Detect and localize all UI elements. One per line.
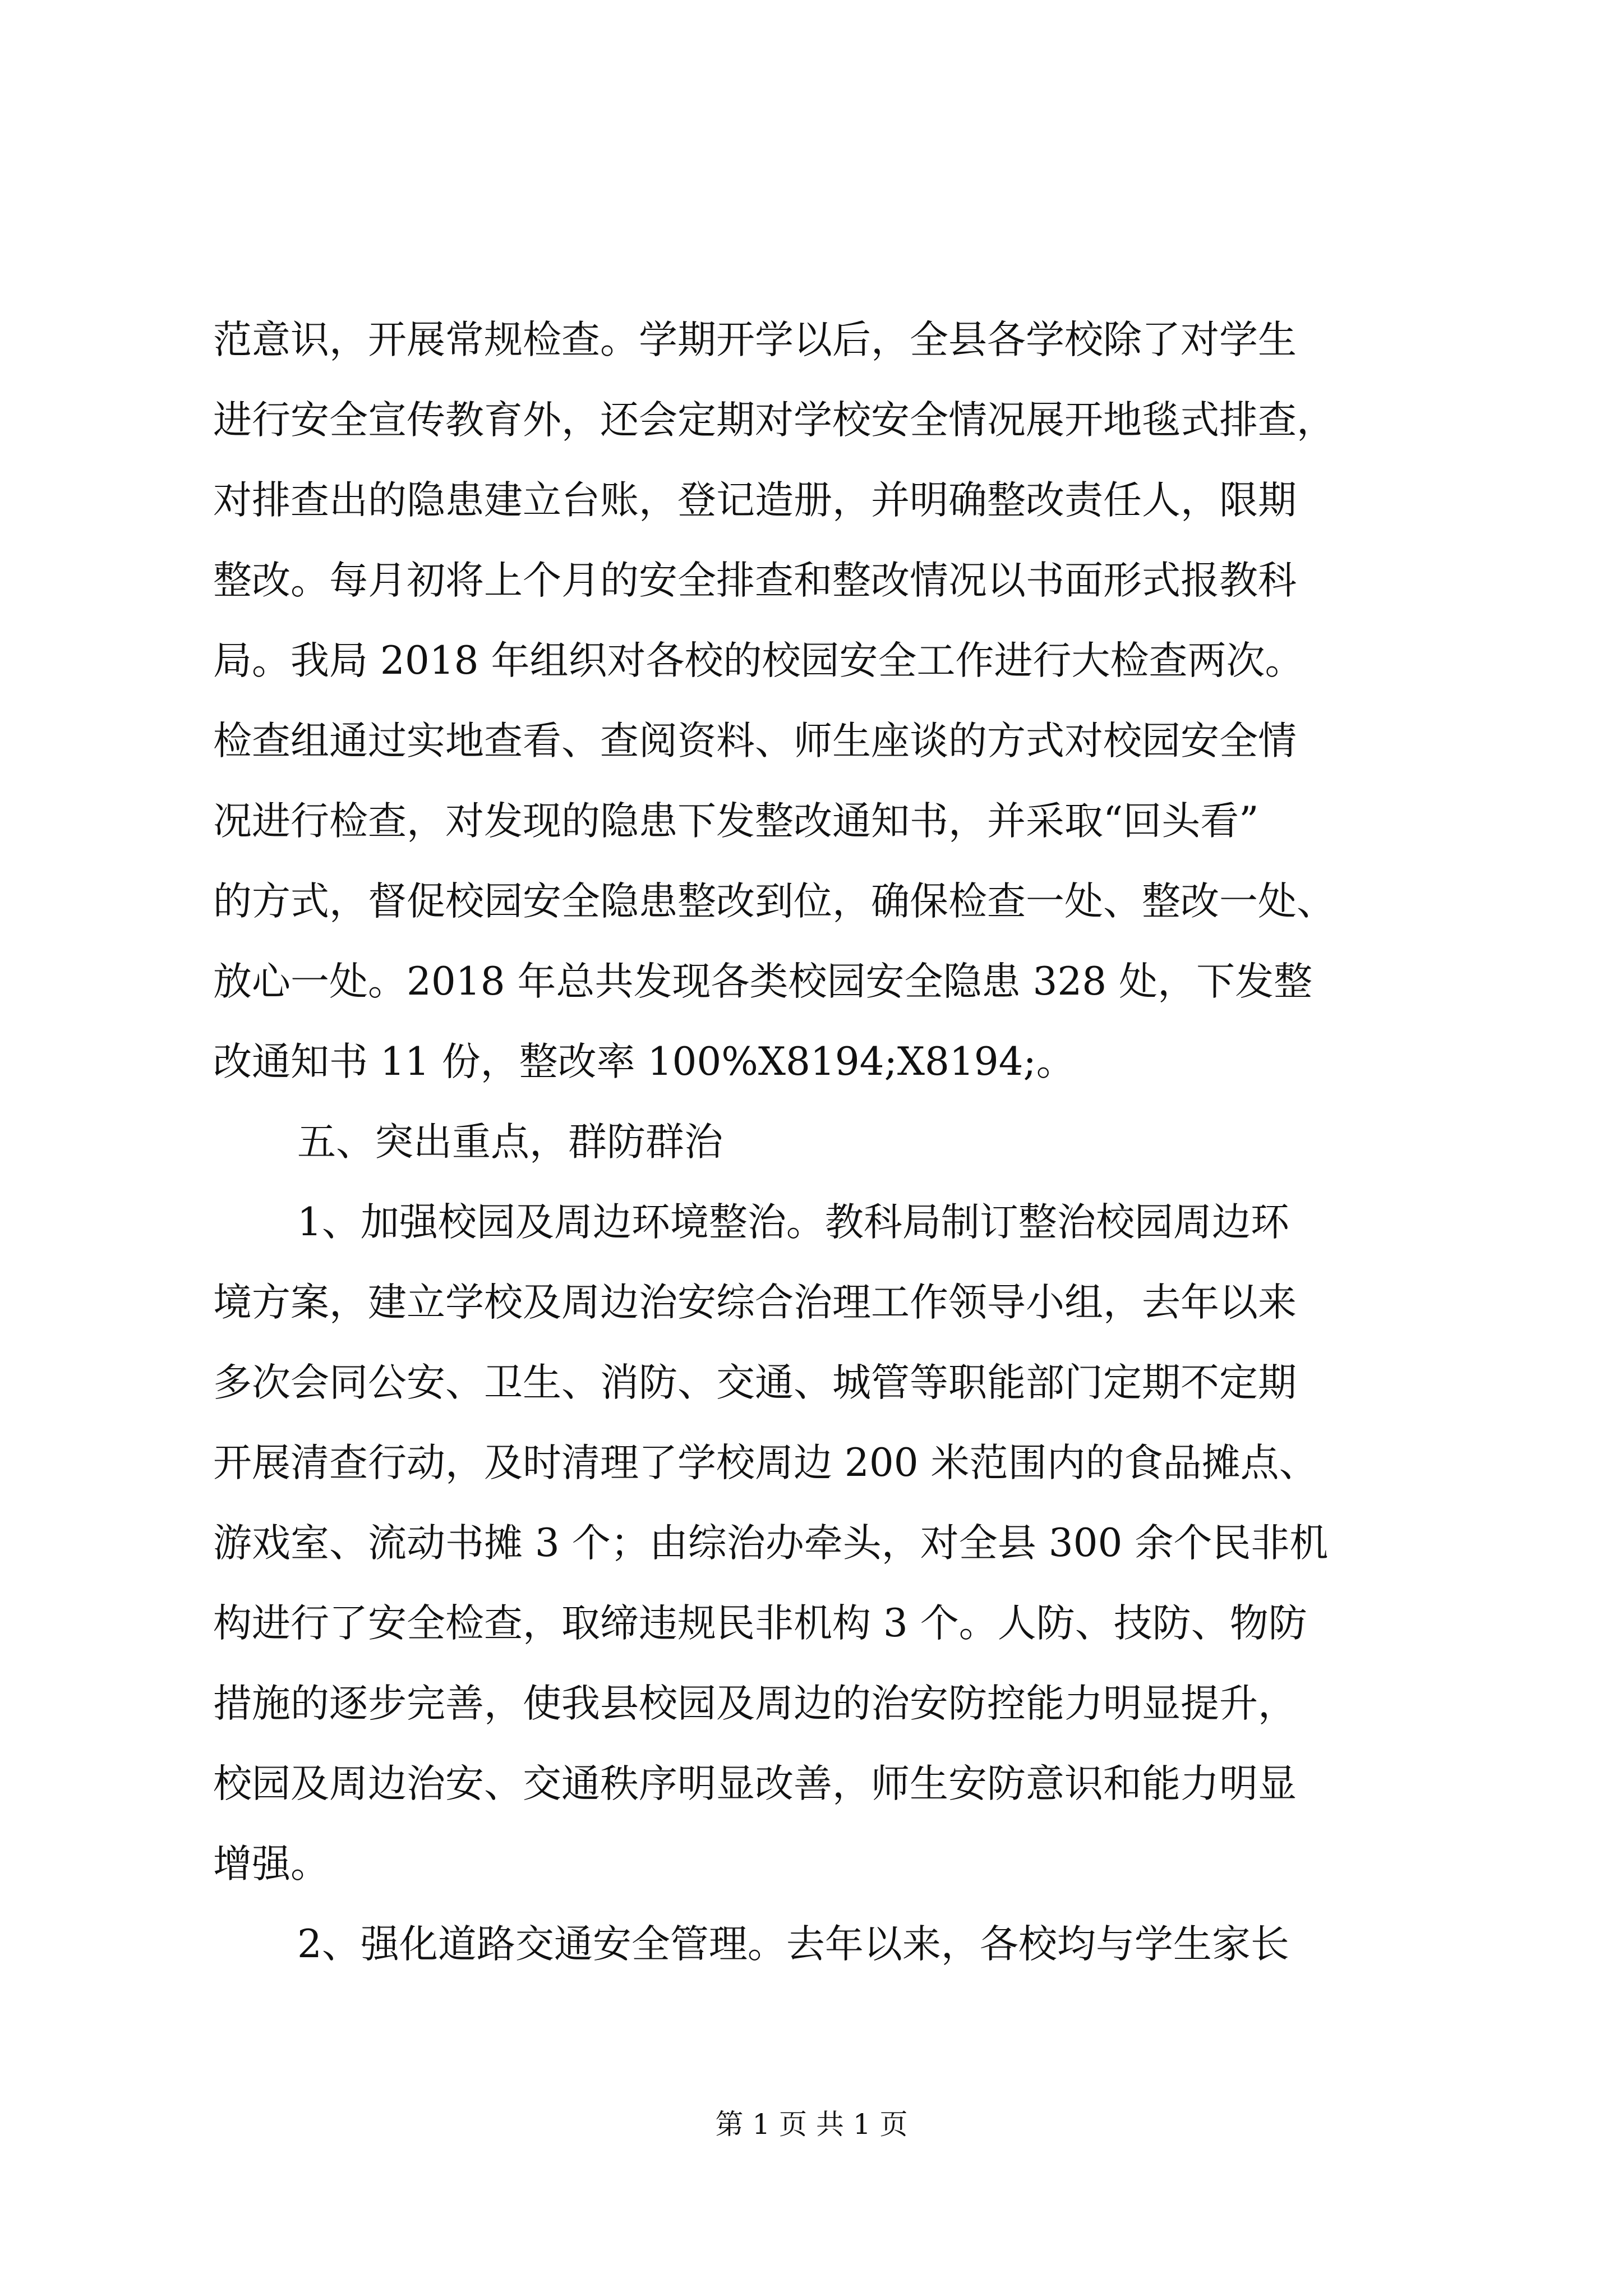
page-footer	[0, 2105, 1623, 2144]
body-line: 的方式，督促校园安全隐患整改到位，确保检查一处、整改一处、	[213, 879, 1335, 924]
body-line: 况进行检查，对发现的隐患下发整改通知书，并采取“回头看”	[213, 799, 1259, 844]
body-line: 校园及周边治安、交通秩序明显改善，师生安防意识和能力明显	[213, 1761, 1297, 1806]
body-line: 进行安全宣传教育外，还会定期对学校安全情况展开地毯式排查，	[213, 398, 1335, 443]
paragraph-start: 1、加强校园及周边环境整治。教科局制订整治校园周边环	[297, 1200, 1289, 1245]
body-line: 对排查出的隐患建立台账，登记造册，并明确整改责任人，限期	[213, 478, 1297, 523]
body-line: 构进行了安全检查，取缔违规民非机构 3 个。人防、技防、物防	[213, 1601, 1307, 1646]
document-body	[213, 300, 1441, 1985]
body-line: 境方案，建立学校及周边治安综合治理工作领导小组，去年以来	[213, 1280, 1297, 1325]
body-line: 改通知书 11 份，整改率 100%X8194;X8194;。	[213, 1039, 1075, 1084]
body-line: 措施的逐步完善，使我县校园及周边的治安防控能力明显提升，	[213, 1681, 1297, 1726]
body-line: 多次会同公安、卫生、消防、交通、城管等职能部门定期不定期	[213, 1360, 1297, 1405]
page-indicator: 第 1 页 共 1 页	[715, 2108, 908, 2141]
body-line: 游戏室、流动书摊 3 个；由综治办牵头，对全县 300 余个民非机	[213, 1521, 1329, 1566]
body-line: 放心一处。2018 年总共发现各类校园安全隐患 328 处，下发整	[213, 959, 1313, 1004]
body-line: 整改。每月初将上个月的安全排查和整改情况以书面形式报教科	[213, 558, 1297, 603]
body-line: 局。我局 2018 年组织对各校的校园安全工作进行大检查两次。	[213, 638, 1304, 683]
body-line: 检查组通过实地查看、查阅资料、师生座谈的方式对校园安全情	[213, 719, 1297, 763]
body-line: 范意识，开展常规检查。学期开学以后，全县各学校除了对学生	[213, 318, 1297, 362]
section-heading: 五、突出重点，群防群治	[297, 1120, 723, 1165]
body-line: 开展清查行动，及时清理了学校周边 200 米范围内的食品摊点、	[213, 1441, 1318, 1485]
paragraph-start: 2、强化道路交通安全管理。去年以来，各校均与学生家长	[297, 1922, 1289, 1967]
body-line: 增强。	[213, 1842, 329, 1887]
